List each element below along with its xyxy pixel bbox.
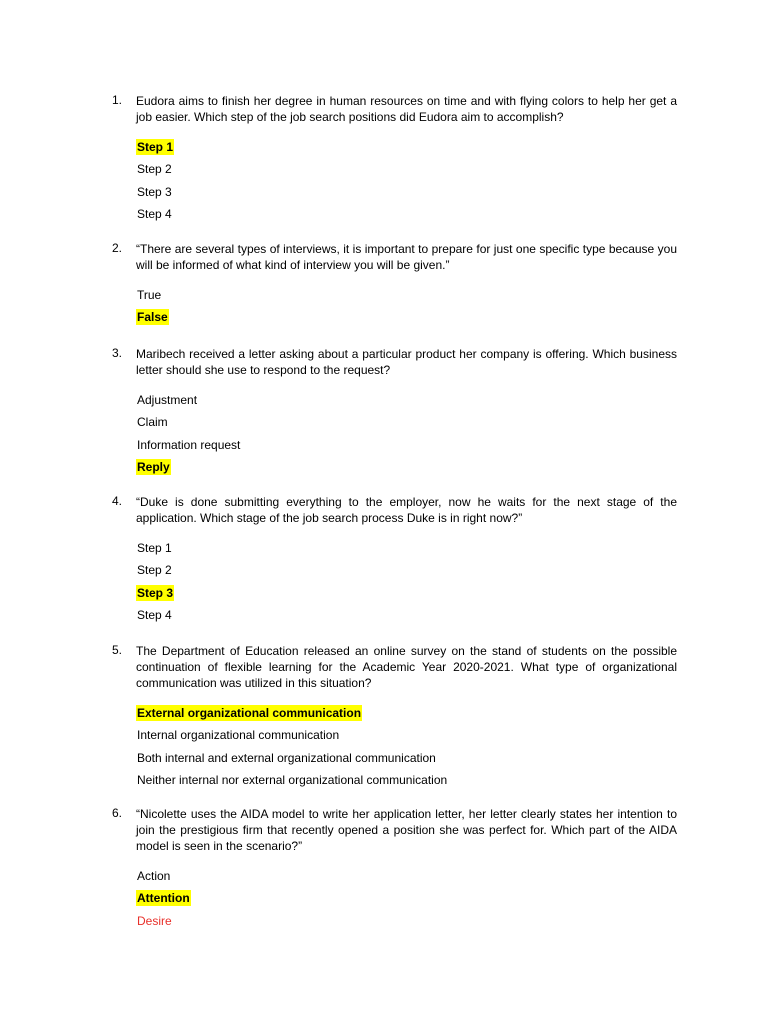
answer-choice-highlighted bbox=[136, 585, 677, 607]
answer-choice bbox=[136, 437, 677, 459]
answer-label: Both internal and external organizational communication bbox=[137, 750, 436, 765]
answer-choice-highlighted bbox=[136, 705, 677, 727]
answer-choice bbox=[136, 772, 677, 794]
answer-label: Action bbox=[137, 869, 171, 883]
answer-choice bbox=[136, 727, 677, 749]
answer-label: Desire bbox=[137, 913, 172, 928]
answer-label: Neither internal nor external organizational communication bbox=[137, 772, 448, 787]
answer-label: Internal organizational communication bbox=[137, 728, 340, 743]
question-number: 1. bbox=[112, 93, 123, 107]
question-text: “Duke is done submitting everything to the employer, now he waits for the next stage of the application. Which stage of the job search process Duke is in right now?” bbox=[136, 495, 677, 525]
answer-choice bbox=[136, 287, 677, 309]
answer-label: Step 1 bbox=[137, 541, 172, 555]
question-number: 4. bbox=[112, 494, 123, 508]
answer-label: Step 2 bbox=[137, 563, 172, 578]
answer-choice bbox=[136, 206, 677, 228]
answer-choice bbox=[136, 750, 677, 772]
answer-choice bbox=[136, 607, 677, 629]
answer-choices bbox=[136, 392, 677, 481]
answer-label: Attention bbox=[137, 891, 190, 906]
answer-label: Step 3 bbox=[137, 184, 172, 199]
answer-choice-red bbox=[136, 913, 677, 935]
question-6 bbox=[112, 806, 677, 935]
question-3 bbox=[112, 346, 677, 481]
question-2 bbox=[112, 241, 677, 332]
question-1 bbox=[112, 93, 677, 228]
question-number: 5. bbox=[112, 643, 123, 657]
question-text: The Department of Education released an online survey on the stand of students on the possible continuation of flexible learning for the Academic Year 2020-2021. What type of organizational communication was utilized in this situation? bbox=[136, 644, 677, 690]
answer-choice bbox=[136, 392, 677, 414]
answer-label: Information request bbox=[137, 437, 241, 452]
answer-label: True bbox=[137, 288, 162, 302]
answer-label: Adjustment bbox=[137, 393, 198, 407]
answer-choice bbox=[136, 184, 677, 206]
answer-choices bbox=[136, 287, 677, 332]
answer-label: Step 4 bbox=[137, 206, 172, 221]
question-number: 3. bbox=[112, 346, 123, 360]
question-4 bbox=[112, 494, 677, 629]
answer-label: Step 3 bbox=[137, 585, 174, 600]
answer-choice-highlighted bbox=[136, 139, 677, 161]
answer-label: False bbox=[137, 310, 168, 325]
answer-choice bbox=[136, 161, 677, 183]
question-text: Eudora aims to finish her degree in human resources on time and with flying colors to help her get a job easier. Which step of the job search positions did Eudora aim to accomplish? bbox=[136, 94, 677, 124]
answer-choice-highlighted bbox=[136, 459, 677, 481]
answer-choice bbox=[136, 540, 677, 562]
answer-choice-highlighted bbox=[136, 309, 677, 331]
question-number: 2. bbox=[112, 241, 123, 255]
answer-choices bbox=[136, 139, 677, 228]
answer-choices bbox=[136, 705, 677, 794]
answer-choice bbox=[136, 562, 677, 584]
answer-choice bbox=[136, 414, 677, 436]
answer-label: External organizational communication bbox=[137, 706, 362, 720]
answer-label: Reply bbox=[137, 459, 170, 474]
answer-label: Step 4 bbox=[137, 607, 172, 622]
answer-choices bbox=[136, 868, 677, 935]
answer-label: Claim bbox=[137, 415, 168, 430]
question-5 bbox=[112, 643, 677, 794]
answer-choice bbox=[136, 868, 677, 890]
answer-choices bbox=[136, 540, 677, 629]
question-text: “Nicolette uses the AIDA model to write her application letter, her letter clearly states her intention to join the prestigious firm that recently opened a position she was perfect for. Which part of the AIDA model is seen in the scenario?” bbox=[136, 807, 677, 853]
answer-label: Step 2 bbox=[137, 162, 172, 177]
question-number: 6. bbox=[112, 806, 123, 820]
question-text: Maribech received a letter asking about a particular product her company is offering. Which business letter should she use to respond to the request? bbox=[136, 347, 677, 377]
answer-choice-highlighted bbox=[136, 890, 677, 912]
question-text: “There are several types of interviews, it is important to prepare for just one specific type because you will be informed of what kind of interview you will be given.” bbox=[136, 242, 677, 272]
answer-label: Step 1 bbox=[137, 140, 174, 154]
